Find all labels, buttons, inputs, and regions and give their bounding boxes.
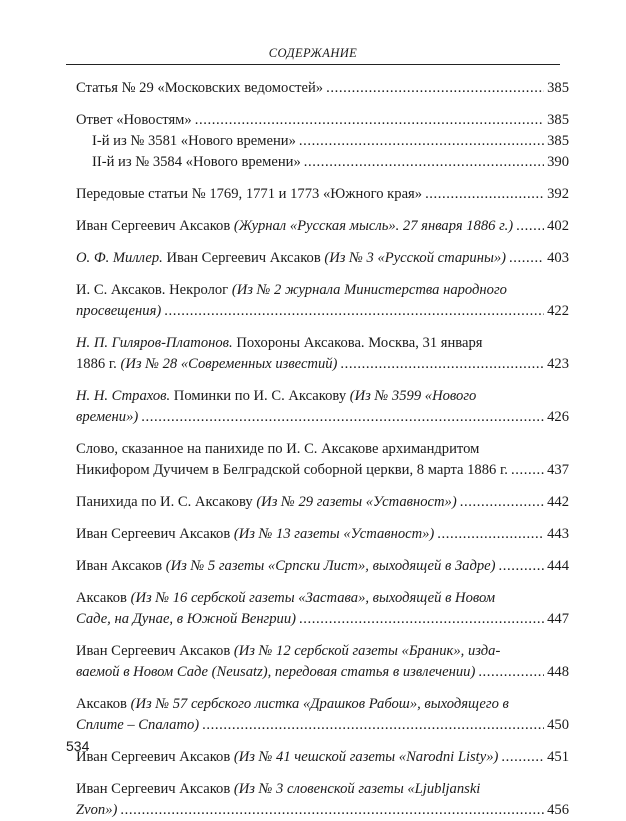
page-number: 448	[547, 664, 569, 680]
entry-title: Аксаков	[76, 696, 127, 712]
page-number: 390	[547, 154, 569, 170]
entry-source: (Из № 28 «Современных известий)	[120, 356, 338, 372]
entry-title: Иван Сергеевич Аксаков	[76, 218, 231, 234]
dot-leader	[509, 248, 544, 269]
entry-title: Иван Сергеевич Аксаков	[76, 526, 231, 542]
page-number: 456	[547, 802, 569, 818]
dot-leader	[299, 609, 544, 630]
entry-title: Иван Сергеевич Аксаков	[76, 749, 231, 765]
dot-leader	[304, 152, 544, 173]
dot-leader	[195, 110, 544, 131]
entry-title: Статья № 29 «Московских ведомостей»	[76, 80, 324, 96]
page-number: 426	[547, 409, 569, 425]
dot-leader	[120, 800, 544, 821]
toc-entry	[76, 333, 569, 375]
dot-leader	[437, 524, 544, 545]
entry-source: (Из № 57 сербского листка «Драшков Рабош», выходящего в	[130, 696, 509, 712]
entry-title-cont: 1886 г.	[76, 356, 117, 372]
dot-leader	[501, 747, 544, 768]
toc-entry	[76, 78, 569, 99]
entry-source: (Из № 29 газеты «Уставност»)	[256, 494, 457, 510]
entry-source: (Из № 12 сербской газеты «Браник», изда-	[233, 643, 501, 659]
entry-author: О. Ф. Миллер.	[76, 250, 163, 266]
toc-entry	[76, 556, 569, 577]
entry-title: II-й из № 3584 «Нового времени»	[92, 154, 301, 170]
toc-entry	[76, 779, 569, 821]
dot-leader	[499, 556, 545, 577]
page-number: 392	[547, 186, 569, 202]
toc-entry	[76, 694, 569, 736]
entry-source: (Из № 2 журнала Министерства народного	[231, 282, 507, 298]
header-rule	[66, 64, 560, 65]
page-number: 402	[547, 218, 569, 234]
toc-entry	[76, 248, 569, 269]
entry-title: Передовые статьи № 1769, 1771 и 1773 «Южного края»	[76, 186, 423, 202]
toc-entry	[76, 184, 569, 205]
page-number: 442	[547, 494, 569, 510]
entry-title: Поминки по И. С. Аксакову	[173, 388, 347, 404]
toc-entry	[76, 524, 569, 545]
toc-entry	[76, 386, 569, 428]
page-number: 385	[547, 112, 569, 128]
dot-leader	[478, 662, 544, 683]
toc-entry	[76, 747, 569, 768]
page-number: 447	[547, 611, 569, 627]
entry-title: Иван Сергеевич Аксаков	[166, 250, 321, 266]
dot-leader	[511, 460, 544, 481]
entry-title: Панихида по И. С. Аксакову	[76, 494, 253, 510]
toc-entry	[76, 110, 569, 131]
page-number: 437	[547, 462, 569, 478]
entry-title: Ответ «Новостям»	[76, 112, 192, 128]
entry-source: (Из № 41 чешской газеты «Narodni Listy»)	[233, 749, 499, 765]
entry-title: Похороны Аксакова. Москва, 31 января	[236, 335, 483, 351]
page-number: 423	[547, 356, 569, 372]
entry-title: Аксаков	[76, 590, 127, 606]
dot-leader	[164, 301, 544, 322]
entry-source: (Из № 5 газеты «Српски Лист», выходящей в Задре)	[165, 558, 496, 574]
entry-source: (Из № 16 сербской газеты «Застава», выходящей в Новом	[130, 590, 496, 606]
page-number: 385	[547, 133, 569, 149]
toc-subentry	[76, 152, 569, 173]
entry-source: (Из № 3 «Русской старины»)	[324, 250, 507, 266]
toc-entry	[76, 216, 569, 237]
entry-source: (Из № 3599 «Нового	[349, 388, 477, 404]
entry-source: (Из № 3 словенской газеты «Ljubljanski	[233, 781, 481, 797]
toc-entry	[76, 280, 569, 322]
page-number: 450	[547, 717, 569, 733]
entry-source-cont: ваемой в Новом Саде (Neusatz), передовая статья в извлечении)	[76, 664, 476, 680]
entry-title: Слово, сказанное на панихиде по И. С. Аксакове архимандритом	[76, 441, 480, 457]
running-header: СОДЕРЖАНИЕ	[268, 46, 358, 60]
entry-title: Иван Сергеевич Аксаков	[76, 643, 231, 659]
toc-entry	[76, 492, 569, 513]
page-number: 385	[547, 80, 569, 96]
page-number: 403	[547, 250, 569, 266]
page-folio: 534	[66, 738, 90, 754]
entry-author: Н. Н. Страхов.	[76, 388, 171, 404]
toc-subentry	[76, 131, 569, 152]
dot-leader	[326, 78, 544, 99]
entry-source-cont: просвещения)	[76, 303, 162, 319]
dot-leader	[425, 184, 544, 205]
entry-title: I-й из № 3581 «Нового времени»	[92, 133, 296, 149]
dot-leader	[516, 216, 544, 237]
dot-leader	[460, 492, 544, 513]
page-number: 422	[547, 303, 569, 319]
entry-source: (Журнал «Русская мысль». 27 января 1886 г.)	[233, 218, 514, 234]
page-number: 444	[547, 558, 569, 574]
entry-source-cont: Сплите – Спалато)	[76, 717, 200, 733]
entry-source-cont: Саде, на Дунае, в Южной Венгрии)	[76, 611, 297, 627]
dot-leader	[340, 354, 544, 375]
dot-leader	[202, 715, 544, 736]
page-number: 451	[547, 749, 569, 765]
entry-source-cont: Zvon»)	[76, 802, 118, 818]
entry-author: Н. П. Гиляров-Платонов.	[76, 335, 233, 351]
entry-title: Иван Аксаков	[76, 558, 163, 574]
toc-list	[76, 78, 569, 821]
toc-entry	[76, 439, 569, 481]
entry-source-cont: времени»)	[76, 409, 139, 425]
page-number: 443	[547, 526, 569, 542]
entry-title: Иван Сергеевич Аксаков	[76, 781, 231, 797]
entry-title: И. С. Аксаков. Некролог	[76, 282, 229, 298]
dot-leader	[299, 131, 544, 152]
entry-source: (Из № 13 газеты «Уставност»)	[233, 526, 435, 542]
toc-entry	[76, 588, 569, 630]
entry-title-cont: Никифором Дучичем в Белградской соборной церкви, 8 марта 1886 г.	[76, 462, 508, 478]
dot-leader	[141, 407, 544, 428]
toc-entry	[76, 641, 569, 683]
